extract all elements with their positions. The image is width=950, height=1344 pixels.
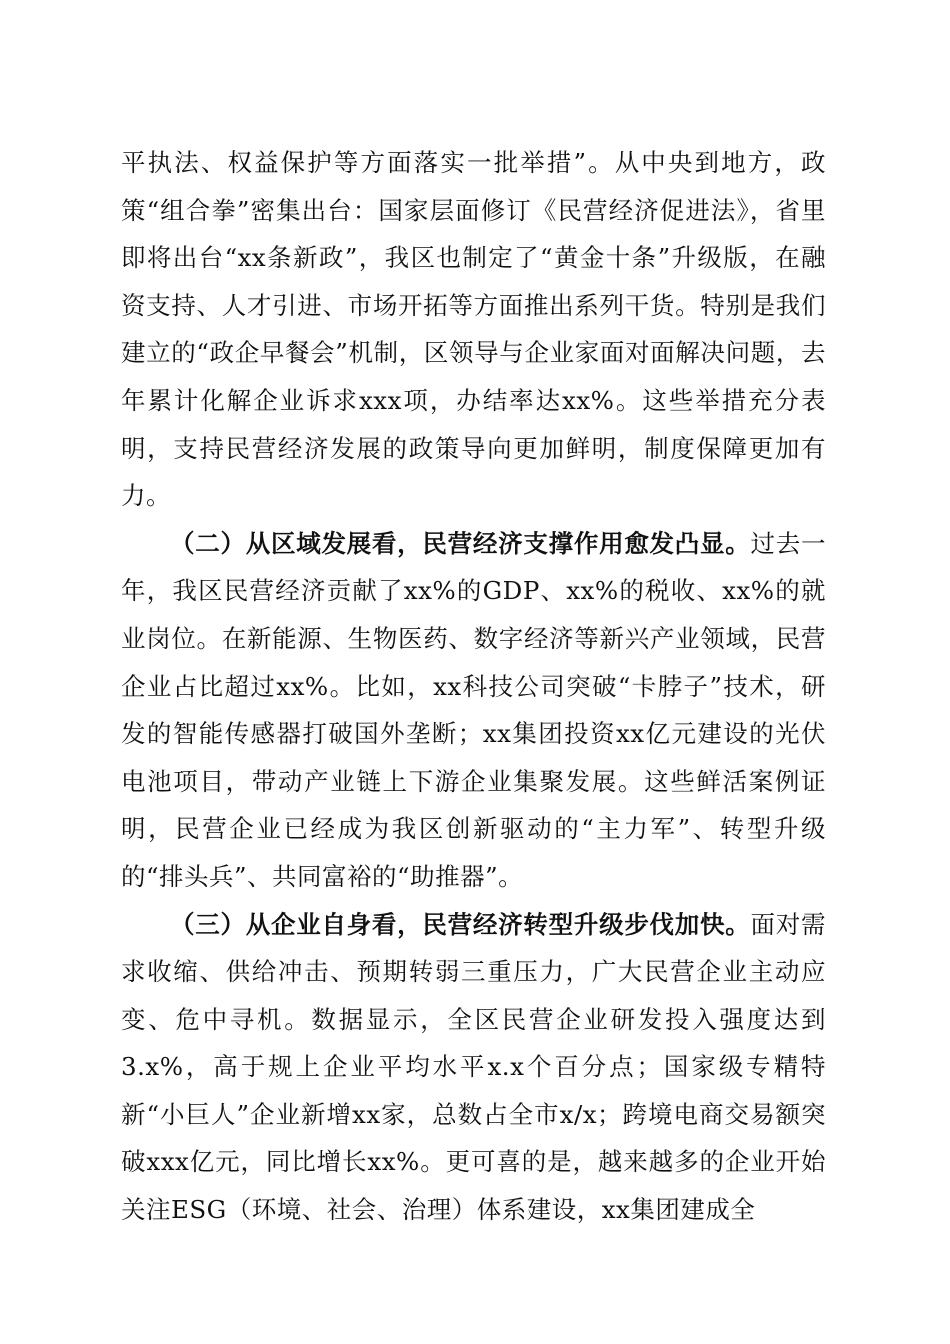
paragraph-policy-continuation (121, 139, 826, 520)
section-heading-two: （二）从区域发展看，民营经济支撑作用愈发凸显。 (170, 528, 751, 558)
paragraph-regional-development (121, 520, 826, 901)
paragraph-enterprise-transformation (121, 901, 826, 1234)
paragraph-body: 平执法、权益保护等方面落实一批举措”。从中央到地方，政策“组合拳”密集出台：国家层面修订《民营经济促进法》，省里即将出台“xx条新政”，我区也制定了“黄金十条”升级版，在融资支持、人才引进、市场开拓等方面推出系列干货。特别是我们建立的“政企早餐会”机制，区领导与企业家面对面解决问题，去年累计化解企业诉求xxx项，办结率达xx%。这些举措充分表明，支持民营经济发展的政策导向更加鲜明，制度保障更加有力。 (121, 148, 826, 511)
paragraph-body: 过去一年，我区民营经济贡献了xx%的GDP、xx%的税收、xx%的就业岗位。在新能源、生物医药、数字经济等新兴产业领域，民营企业占比超过xx%。比如，xx科技公司突破“卡脖子”技术，研发的智能传感器打破国外垄断；xx集团投资xx亿元建设的光伏电池项目，带动产业链上下游企业集聚发展。这些鲜活案例证明，民营企业已经成为我区创新驱动的“主力军”、转型升级的“排头兵”、共同富裕的“助推器”。 (121, 528, 827, 891)
section-heading-three: （三）从企业自身看，民营经济转型升级步伐加快。 (170, 909, 751, 939)
document-body (121, 139, 826, 1234)
paragraph-body: 面对需求收缩、供给冲击、预期转弱三重压力，广大民营企业主动应变、危中寻机。数据显示，全区民营企业研发投入强度达到3.x%，高于规上企业平均水平x.x个百分点；国家级专精特新“小巨人”企业新增xx家，总数占全市x/x；跨境电商交易额突破xxx亿元，同比增长xx%。更可喜的是，越来越多的企业开始关注ESG（环境、社会、治理）体系建设，xx集团建成全 (121, 909, 827, 1225)
